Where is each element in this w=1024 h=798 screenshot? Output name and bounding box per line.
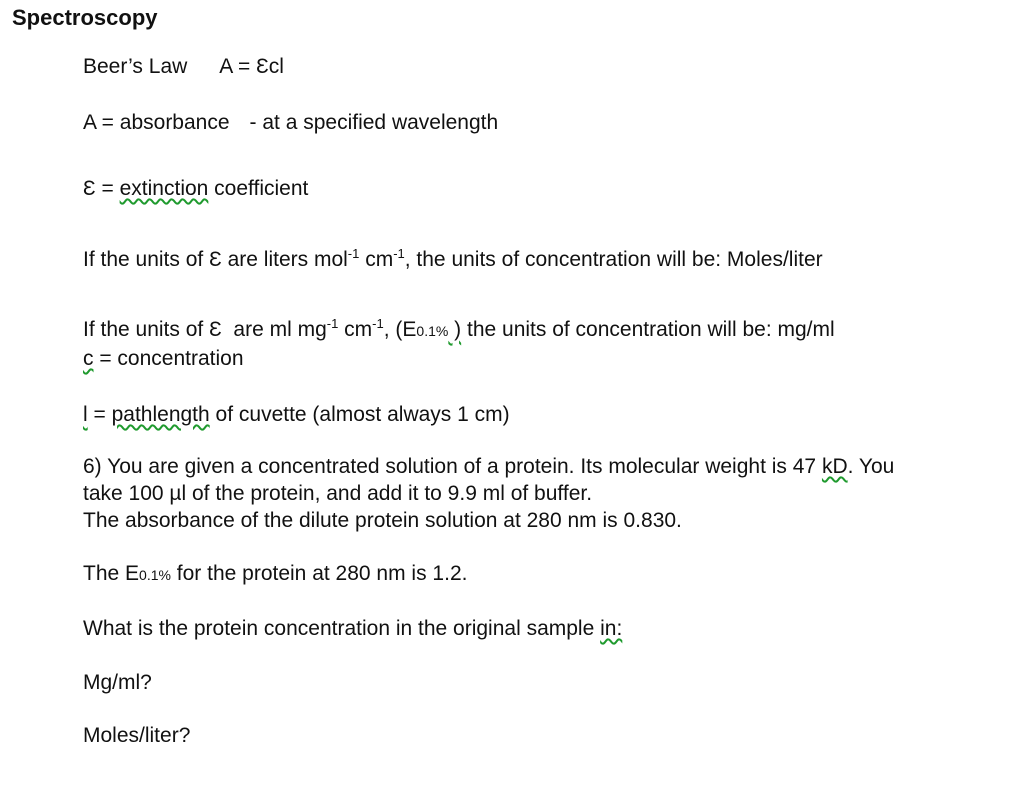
absorbance-line xyxy=(83,111,498,135)
extinction-symbol: Ɛ xyxy=(83,177,96,200)
extinction-rest: coefficient xyxy=(208,177,309,200)
concentration-line xyxy=(83,347,244,371)
page-title: Spectroscopy xyxy=(12,5,158,30)
units-mass-line xyxy=(83,318,835,343)
units-mass-paren: , (E xyxy=(383,318,417,341)
pathlength-eq: = xyxy=(87,403,112,426)
units-molar-exp2: -1 xyxy=(393,246,405,261)
problem-e-subscript: 0.1% xyxy=(139,567,171,583)
problem-line-1 xyxy=(83,455,894,479)
absorbance-note: - at a specified wavelength xyxy=(249,111,499,134)
beers-law-line xyxy=(83,55,284,79)
pathlength-line xyxy=(83,403,510,427)
units-mass-squiggle: ) xyxy=(448,318,462,341)
units-mass-exp2: -1 xyxy=(372,316,384,331)
absorbance-term: A = absorbance xyxy=(83,111,230,134)
extinction-eq: = xyxy=(95,177,120,200)
problem-e-line xyxy=(83,562,467,587)
problem-line1-pre: 6) You are given a concentrated solution of a protein. Its molecular weight is 47 xyxy=(83,455,822,478)
units-molar-line xyxy=(83,248,823,272)
beers-law-label: Beer’s Law xyxy=(83,55,188,78)
question-mgml: Mg/ml? xyxy=(83,671,152,694)
problem-line-2: take 100 µl of the protein, and add it to 9.9 ml of buffer. xyxy=(83,482,593,505)
problem-line1-unit: kD xyxy=(821,455,848,478)
units-mass-pre: If the units of Ɛ are ml mg xyxy=(83,318,327,341)
question-pre: What is the protein concentration in the original sample xyxy=(83,617,601,640)
question-in: in: xyxy=(600,617,623,640)
problem-e-pre: The E xyxy=(83,562,140,585)
concentration-rest: = concentration xyxy=(93,347,244,370)
concentration-symbol: c xyxy=(83,347,94,370)
question-line xyxy=(83,617,622,641)
beers-law-equation: A = Ɛcl xyxy=(219,55,284,78)
question-molesliter: Moles/liter? xyxy=(83,724,191,747)
problem-line1-post: . You xyxy=(847,455,895,478)
pathlength-rest: of cuvette (almost always 1 cm) xyxy=(209,403,510,426)
units-molar-mid: cm xyxy=(359,248,394,271)
pathlength-symbol: l xyxy=(83,403,88,426)
units-mass-mid: cm xyxy=(338,318,373,341)
units-mass-post: the units of concentration will be: mg/ml xyxy=(461,318,835,341)
problem-line-3: The absorbance of the dilute protein solution at 280 nm is 0.830. xyxy=(83,509,682,532)
units-mass-exp1: -1 xyxy=(326,316,339,331)
extinction-word: extinction xyxy=(119,177,209,200)
units-molar-post: , the units of concentration will be: Moles/liter xyxy=(404,248,823,271)
units-molar-pre: If the units of Ɛ are liters mol xyxy=(83,248,348,271)
problem-e-post: for the protein at 280 nm is 1.2. xyxy=(170,562,468,585)
extinction-line xyxy=(83,177,308,201)
units-molar-exp1: -1 xyxy=(347,246,360,261)
pathlength-word: pathlength xyxy=(111,403,210,426)
units-mass-subscript: 0.1% xyxy=(416,323,449,339)
